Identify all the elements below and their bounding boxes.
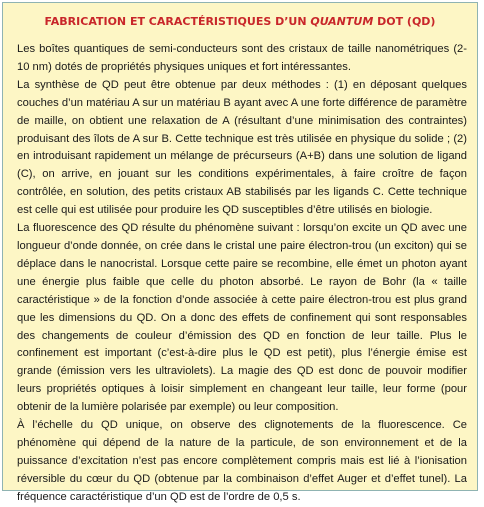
info-box: [2, 2, 478, 503]
paragraph-synthesis: La synthèse de QD peut être obtenue par deux méthodes : (1) en déposant quelques couches d’un matériau A sur un matériau B ayant avec A une forte différence de paramètre de maille, on obtient une relaxation de A (résultant d’une minimisation des contraintes) produisant des îlots de A sur B. Cette technique est très utilisée en physique du solide ; (2) en introduisant rapidement un mélange de précurseurs (A+B) dans une solution de ligand (C), on arrive, en jouant sur les conditions expérimentales, à faire croître de façon contrôlée, en solution, des petits cristaux AB stabilisés par les ligands C. Cette technique est celle qui est utilisée pour produire les QD susceptibles d’être utilisés en biologie.: [17, 78, 467, 217]
title-text-after: DOT (QD): [373, 15, 436, 28]
title-text-before: FABRICATION ET CARACTÉRISTIQUES D’UN: [44, 15, 311, 28]
title-emphasis: QUANTUM: [310, 15, 374, 28]
box-title: [3, 15, 477, 28]
paragraph-intro: Les boîtes quantiques de semi-conducteurs sont des cristaux de taille nanométriques (2-10 nm) dotés de propriétés physiques uniques et fort intéressantes.: [17, 43, 467, 73]
paragraph-blinking: À l’échelle du QD unique, on observe des clignotements de la fluorescence. Ce phénomène qui dépend de la nature de la particule, de son environnement et de la puissance d’excitation n’est pas encore complètement compris mais est lié à l’ionisation réversible du cœur du QD (obtenue par la combinaison d’effet Auger et d’effet tunel). La fréquence caractéristique d’un QD est de l’ordre de 0,5 s.: [17, 419, 467, 503]
box-body: [17, 41, 467, 507]
paragraph-fluorescence: La fluorescence des QD résulte du phénomène suivant : lorsqu’on excite un QD avec une longueur d’onde donnée, on crée dans le cristal une paire électron-trou (un exciton) qui se déplace dans le nanocristal. Lorsque cette paire se recombine, elle émet un photon ayant une énergie plus faible que celle du photon absorbé. Le rayon de Bohr (la « taille caractéristique » de la fonction d’onde associée à cette paire électron-trou est plus grand que les dimensions du QD. On a donc des effets de confinement qui sont responsables des changements de couleur d’émission des QD en fonction de leur taille. Plus le confinement est important (c’est-à-dire plus le QD est petit), plus l’énergie émise est grande (émission vers les ultraviolets). La magie des QD est donc de pouvoir modifier leurs propriétés optiques à loisir simplement en changeant leur taille, leur forme (pour obtenir de la lumière polarisée par exemple) ou leur composition.: [17, 222, 467, 414]
